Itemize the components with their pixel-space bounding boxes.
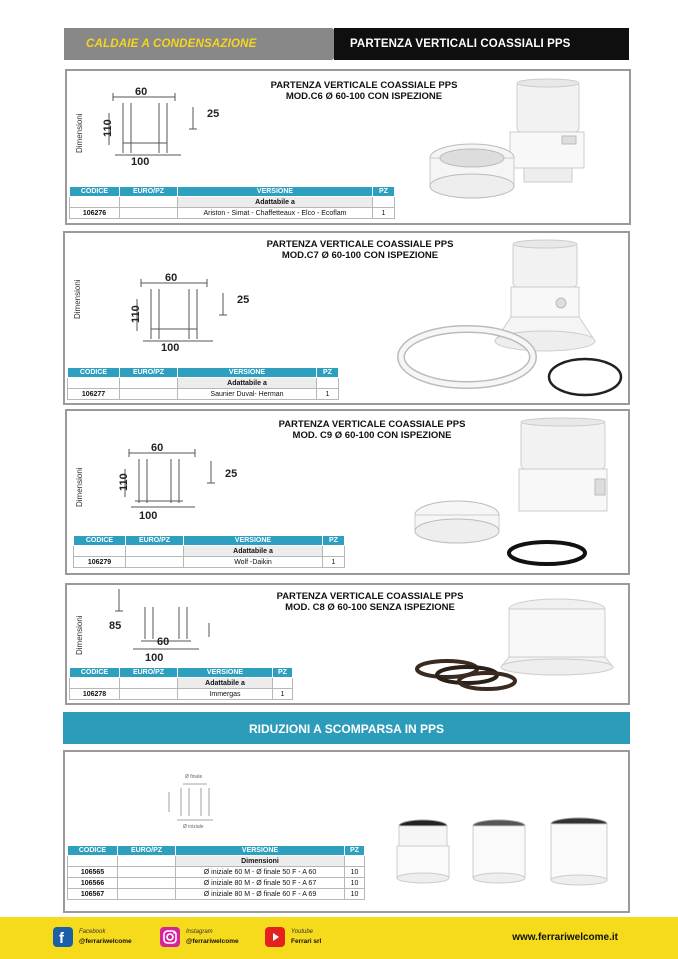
product-card-c9 bbox=[65, 409, 630, 575]
row-code: 106278 bbox=[70, 689, 120, 700]
product-title-line2: MOD.C6 Ø 60-100 CON ISPEZIONE bbox=[285, 91, 443, 102]
row-version: Ø iniziale 60 M - Ø finale 50 F - A 60 bbox=[176, 867, 345, 878]
reducer-small bbox=[397, 820, 449, 883]
dim-right: 25 bbox=[207, 108, 220, 120]
website-link[interactable]: www.ferrariwelcome.it bbox=[512, 932, 618, 943]
row-price bbox=[118, 878, 176, 889]
col-qty: PZ bbox=[323, 536, 345, 546]
row-price bbox=[118, 889, 176, 900]
dimension-diagram bbox=[123, 271, 263, 351]
product-table bbox=[69, 186, 395, 219]
row-code: 106279 bbox=[74, 557, 126, 568]
dim-bottom: 100 bbox=[145, 652, 164, 664]
dimensions-label: Dimensioni bbox=[75, 467, 84, 507]
reductions-card bbox=[63, 750, 630, 913]
col-version: VERSIONE bbox=[178, 187, 373, 197]
table-row bbox=[70, 689, 293, 700]
product-card-c6 bbox=[65, 69, 631, 225]
dim-side: 85 bbox=[109, 620, 122, 632]
row-qty: 10 bbox=[345, 889, 365, 900]
reductions-table bbox=[67, 845, 365, 900]
product-table bbox=[67, 367, 339, 400]
instagram-icon bbox=[160, 927, 180, 947]
dim-mid: 60 bbox=[157, 636, 170, 648]
row-version: Saunier Duval- Herman bbox=[178, 389, 317, 400]
row-price bbox=[126, 557, 184, 568]
table-subheader: Adattabile a bbox=[178, 197, 373, 208]
table-row bbox=[68, 878, 365, 889]
youtube-handle: Ferrari srl bbox=[291, 938, 322, 945]
row-qty: 1 bbox=[317, 389, 339, 400]
facebook-label: Facebook bbox=[79, 929, 106, 935]
dim-right: 25 bbox=[237, 294, 250, 306]
col-code: CODICE bbox=[70, 187, 120, 197]
row-qty: 1 bbox=[273, 689, 293, 700]
dim-top: 60 bbox=[135, 86, 148, 98]
row-qty: 1 bbox=[373, 208, 395, 219]
instagram-label: Instagram bbox=[186, 929, 213, 935]
col-version: VERSIONE bbox=[178, 368, 317, 378]
youtube-icon bbox=[265, 927, 285, 947]
dim-bottom: 100 bbox=[161, 342, 180, 351]
page-header bbox=[64, 28, 629, 60]
dim-side: 110 bbox=[130, 305, 142, 323]
dim-bottom: 100 bbox=[131, 156, 150, 165]
col-price: EURO/PZ bbox=[120, 187, 178, 197]
table-row bbox=[70, 208, 395, 219]
col-qty: PZ bbox=[345, 846, 365, 856]
row-code: 106567 bbox=[68, 889, 118, 900]
dimension-diagram bbox=[111, 441, 251, 521]
col-qty: PZ bbox=[317, 368, 339, 378]
product-card-c7 bbox=[63, 231, 630, 405]
dim-right: 25 bbox=[225, 468, 238, 480]
col-code: CODICE bbox=[68, 846, 118, 856]
svg-text:f: f bbox=[59, 930, 64, 947]
row-version: Immergas bbox=[178, 689, 273, 700]
table-row bbox=[74, 557, 345, 568]
reduction-product-images bbox=[383, 812, 623, 892]
section-tab bbox=[334, 28, 629, 60]
dimension-diagram bbox=[103, 587, 223, 665]
reducer-medium bbox=[473, 820, 525, 883]
table-subheader: Adattabile a bbox=[178, 378, 317, 389]
facebook-icon bbox=[53, 927, 73, 947]
row-version: Ø iniziale 80 M - Ø finale 50 F - A 67 bbox=[176, 878, 345, 889]
dimension-diagram bbox=[95, 85, 225, 165]
col-code: CODICE bbox=[70, 668, 120, 678]
dim-side: 110 bbox=[102, 119, 114, 137]
instagram-handle: @ferrariwelcome bbox=[186, 938, 239, 945]
row-price bbox=[120, 208, 178, 219]
col-price: EURO/PZ bbox=[126, 536, 184, 546]
table-row bbox=[68, 889, 365, 900]
product-image bbox=[422, 74, 622, 224]
col-version: VERSIONE bbox=[176, 846, 345, 856]
col-price: EURO/PZ bbox=[120, 368, 178, 378]
col-price: EURO/PZ bbox=[118, 846, 176, 856]
row-qty: 10 bbox=[345, 867, 365, 878]
row-price bbox=[120, 389, 178, 400]
instagram-link[interactable] bbox=[160, 927, 250, 949]
dim-top: 60 bbox=[151, 442, 164, 454]
dim-bottom: 100 bbox=[139, 510, 158, 521]
col-code: CODICE bbox=[74, 536, 126, 546]
product-title-line1: PARTENZA VERTICALE COASSIALE PPS bbox=[278, 419, 466, 430]
table-subheader: Adattabile a bbox=[184, 546, 323, 557]
product-image bbox=[411, 591, 621, 703]
product-table bbox=[69, 667, 293, 700]
reduction-diagram bbox=[157, 758, 237, 838]
row-version: Wolf -Daikin bbox=[184, 557, 323, 568]
product-title-line1: PARTENZA VERTICALE COASSIALE PPS bbox=[276, 591, 464, 602]
section-banner bbox=[63, 712, 630, 744]
dimensions-label: Dimensioni bbox=[73, 279, 82, 319]
banner-title: RIDUZIONI A SCOMPARSA IN PPS bbox=[248, 722, 445, 736]
category-title: CALDAIE A CONDENSAZIONE bbox=[86, 38, 257, 50]
facebook-handle: @ferrariwelcome bbox=[79, 938, 132, 945]
col-qty: PZ bbox=[373, 187, 395, 197]
category-tab bbox=[64, 28, 332, 60]
row-price bbox=[118, 867, 176, 878]
diagram-bottom-label: Ø iniziale bbox=[183, 824, 204, 830]
col-version: VERSIONE bbox=[178, 668, 273, 678]
product-title-line1: PARTENZA VERTICALE COASSIALE PPS bbox=[266, 239, 454, 250]
dim-top: 60 bbox=[165, 272, 178, 284]
diagram-top-label: Ø finale bbox=[185, 774, 203, 780]
product-title-line2: MOD. C8 Ø 60-100 SENZA ISPEZIONE bbox=[285, 602, 455, 613]
row-code: 106565 bbox=[68, 867, 118, 878]
row-version: Ø iniziale 80 M - Ø finale 60 F - A 69 bbox=[176, 889, 345, 900]
product-image bbox=[395, 237, 625, 403]
product-image bbox=[407, 415, 627, 573]
product-title-line2: MOD. C9 Ø 60-100 CON ISPEZIONE bbox=[292, 430, 452, 441]
row-code: 106566 bbox=[68, 878, 118, 889]
table-row bbox=[68, 867, 365, 878]
product-table bbox=[73, 535, 345, 568]
dimensions-label: Dimensioni bbox=[75, 615, 84, 655]
dim-side: 110 bbox=[118, 473, 130, 491]
row-qty: 10 bbox=[345, 878, 365, 889]
product-title-line2: MOD.C7 Ø 60-100 CON ISPEZIONE bbox=[281, 250, 439, 261]
col-qty: PZ bbox=[273, 668, 293, 678]
row-code: 106276 bbox=[70, 208, 120, 219]
youtube-label: Youtube bbox=[291, 929, 314, 935]
reducer-large bbox=[551, 818, 607, 885]
page-footer bbox=[0, 917, 678, 959]
col-price: EURO/PZ bbox=[120, 668, 178, 678]
row-code: 106277 bbox=[68, 389, 120, 400]
row-price bbox=[120, 689, 178, 700]
dimensions-label: Dimensioni bbox=[75, 113, 84, 153]
youtube-link[interactable] bbox=[265, 927, 345, 949]
col-version: VERSIONE bbox=[184, 536, 323, 546]
table-subheader: Dimensioni bbox=[176, 856, 345, 867]
col-code: CODICE bbox=[68, 368, 120, 378]
row-qty: 1 bbox=[323, 557, 345, 568]
product-card-c8 bbox=[65, 583, 630, 705]
row-version: Ariston - Simat - Chaffetteaux - Elco - Ecoflam bbox=[178, 208, 373, 219]
product-title-line1: PARTENZA VERTICALE COASSIALE PPS bbox=[270, 80, 458, 91]
table-subheader: Adattabile a bbox=[178, 678, 273, 689]
table-row bbox=[68, 389, 339, 400]
section-title: PARTENZA VERTICALI COASSIALI PPS bbox=[350, 38, 571, 50]
facebook-link[interactable] bbox=[53, 927, 143, 949]
